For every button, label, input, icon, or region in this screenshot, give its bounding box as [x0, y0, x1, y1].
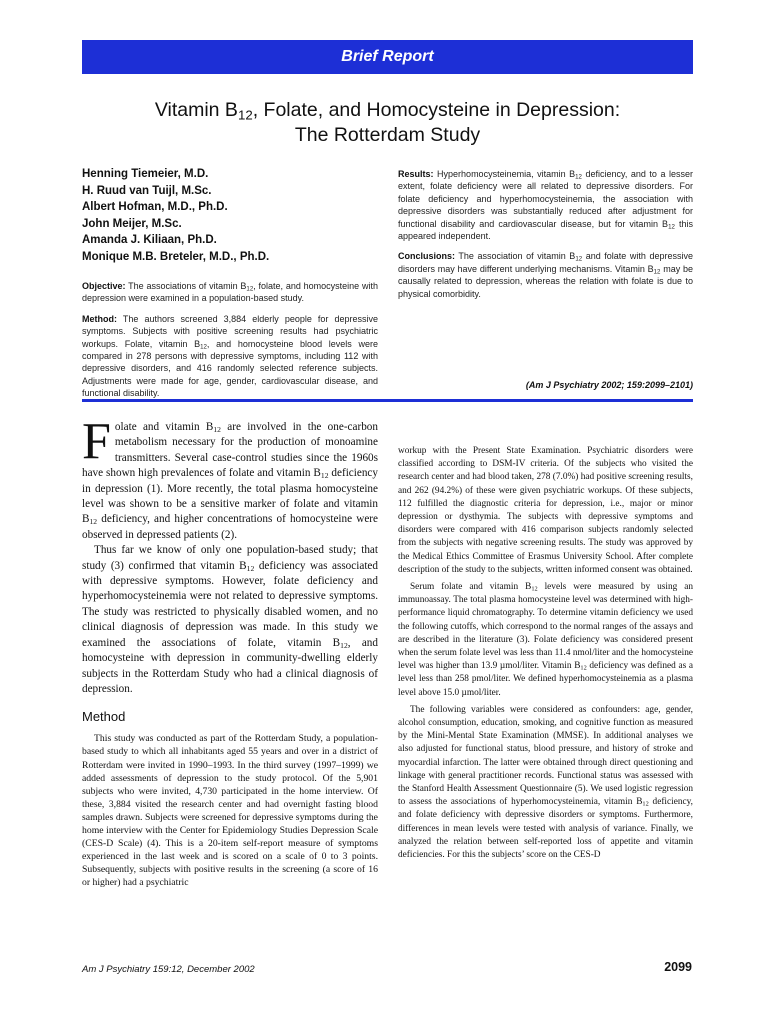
abstract-right-column	[398, 168, 693, 308]
drop-cap: F	[82, 413, 111, 470]
method-heading: Method	[82, 709, 126, 725]
author-name: Albert Hofman, M.D., Ph.D.	[82, 201, 228, 214]
body-right-column	[398, 445, 693, 862]
footer-journal: Am J Psychiatry 159:12, December 2002	[82, 964, 255, 975]
section-banner: Brief Report	[82, 40, 693, 74]
abstract-left-column	[82, 280, 378, 408]
method-paragraph: workup with the Present State Examination. Psychiatric disorders were classified according to DSM-IV criteria. Of the subjects who visited the research center and had blood taken, 278 (7.0%) had positive screening results, and 262 (94.2%) of these were given psychiatric workups. Of these subjects, 112 fulfilled the diagnostic criteria for depression, i.e., major or minor depression or dysthymia. The subjects with depressive symptoms and disorders were compared with 416 comparison subjects randomly selected from the subjects with negative screening results. The study was approved by the Medical Ethics Committee of Erasmus University School. After complete description of the study to the subjects, written informed consent was obtained.	[398, 446, 693, 575]
intro-paragraph: Thus far we know of only one population-based study; that study (3) confirmed that vitamin $B_{12}$ deficiency was associated with depressive symptoms. However, folate deficiency and hyperhomocysteinemia were not related to depressive symptoms. The study was restricted to physically disabled women, and no clinical diagnosis of depression was made. In this study we examined the associations of folate, vitamin $B_{12}$, and homocysteine with depression in community-dwelling elderly subjects in the Rotterdam Study who had a clinical diagnosis of depression.	[82, 544, 378, 695]
author-list	[82, 166, 382, 266]
title-line-1: Vitamin $B_{12}$, Folate, and Homocysteine in Depression:	[154, 99, 621, 123]
body-left-column	[82, 413, 378, 889]
abstract-conclusions: Conclusions: The association of vitamin $B_{12}$ and folate with depressive disorders may have different underlying mechanisms. Vitamin $B_{12}$ may be causally related to depression, whereas the relation with folate is due to physical comorbidity.	[398, 251, 693, 299]
section-divider	[82, 399, 693, 402]
page-number: 2099	[664, 960, 692, 974]
abstract-method: Method: The authors screened 3,884 elderly people for depressive symptoms. Subjects with positive screening results had psychiatric workups. Folate, vitamin $B_{12}$, and homocysteine blood levels were compared in 278 persons with depressive symptoms, including 112 with depressive disorders, and 416 randomly selected reference subjects. Adjustments were made for age, gender, cardiovascular disease, and functional disability.	[82, 313, 378, 399]
article-title	[82, 98, 693, 148]
abstract-results: Results: Hyperhomocysteinemia, vitamin $B_{12}$ deficiency, and to a lesser extent, folate deficiency were all related to depressive disorders. For folate deficiency and hyperhomocysteinemia, the association with depressive disorders was substantially reduced after adjustment for functional disability and cardiovascular disease, but for vitamin $B_{12}$ this appeared independent.	[398, 169, 693, 242]
method-paragraph: This study was conducted as part of the Rotterdam Study, a population-based study to which all inhabitants aged 55 years and over in a district of Rotterdam were invited in 1990–1993. In the third survey (1997–1999) we added assessments of depression to the study protocol. Of the 5,901 subjects who were invited, 4,730 participated in the home interview. Of these, 3,884 visited the research center and had overnight fasting blood samples drawn. Subjects were screened for depressive symptoms during the home interview with the Center for Epidemiology Studies Depression Scale (CES-D Scale) (4). This is a 20-item self-report measure of symptoms experienced in the last week and is scored on a scale of 0 to 3 points. Subsequently, subjects with positive results in the screening (a score of 16 or higher) had a psychiatric	[82, 733, 378, 889]
journal-citation: (Am J Psychiatry 2002; 159:2099–2101)	[525, 380, 693, 390]
author-name: Amanda J. Kiliaan, Ph.D.	[82, 234, 217, 247]
intro-paragraph: Folate and vitamin $B_{12}$ are involved in the one-carbon metabolism necessary for the production of monoamine transmitters. Several case-control studies since the 1960s have shown high prevalences of folate and vitamin $B_{12}$ deficiency in depression (1). More recently, the total plasma homocysteine level was shown to be a sensitive marker of folate and vitamin $B_{12}$ deficiency, and higher concentrations of homocysteine were observed in depressed patients (2).	[82, 413, 378, 541]
author-name: Henning Tiemeier, M.D.	[82, 168, 209, 180]
abstract-objective: Objective: The associations of vitamin $B_{12}$, folate, and homocysteine with depression were examined in a population-based study.	[82, 281, 378, 304]
author-name: Monique M.B. Breteler, M.D., Ph.D.	[82, 250, 270, 263]
author-name: H. Ruud van Tuijl, M.Sc.	[82, 184, 212, 197]
method-paragraph: Serum folate and vitamin $B_{12}$ levels were measured by using an immunoassay. The total plasma homocysteine level was determined with high-performance liquid chromatography. To determine vitamin deficiency we used the following cutoffs, which correspond to the normal ranges of the assays and are described in the literature (3). Folate deficiency was considered present when the serum folate level was less than 11.4 nmol/liter and the homocysteine level was higher than 13.9 µmol/liter. Vitamin $B_{12}$ deficiency was defined as a level less than 258 pmol/liter. We defined hyperhomocysteinemia as a plasma level above 15.0 µmol/liter.	[398, 582, 694, 698]
title-line-2: The Rotterdam Study	[294, 124, 481, 146]
method-paragraph: The following variables were considered as confounders: age, gender, alcohol consumption, education, smoking, and cognitive function as measured by the Mini-Mental State Examination (MMSE). In additional analyses we also adjusted for functional status, blood pressure, and history of stroke and myocardial infarction. The latter were obtained through direct questioning and linkage with general practitioner records. Functional status was assessed with the Stanford Health Assessment Questionnaire (5). We used logistic regression to assess the associations of hyperhomocysteinemia, vitamin $B_{12}$ deficiency, and folate deficiency with depressive disorders or symptoms. Furthermore, differences in mean levels were tested with analysis of variance. Finally, we analyzed the relation between self-reported loss of appetite and vitamin deficiencies. For this the subjects’ score on the CES-D	[398, 704, 693, 861]
author-name: John Meijer, M.Sc.	[82, 217, 182, 230]
